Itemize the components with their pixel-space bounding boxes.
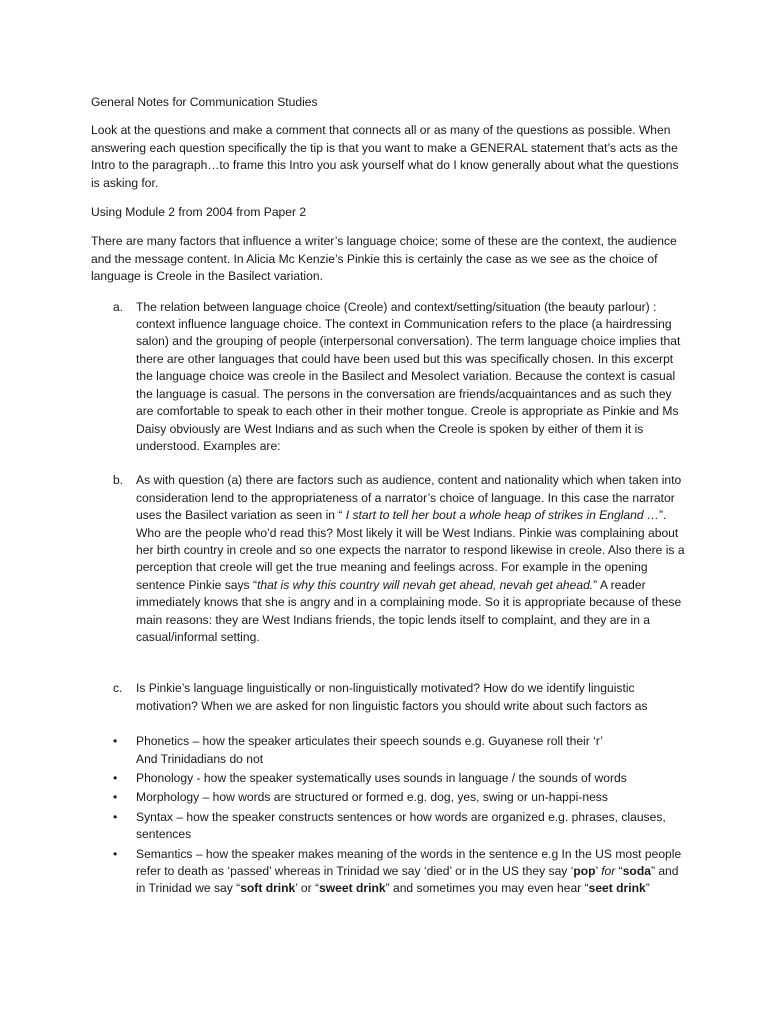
bullet-item-morphology — [91, 789, 687, 806]
text-run: “ — [615, 864, 623, 879]
bold-term: sweet drink — [319, 881, 386, 896]
text-run: ’ or “ — [295, 881, 320, 896]
list-item-text: Is Pinkie’s language linguistically or non-linguistically motivated? How do we identify linguistic motivation? When we are asked for non linguistic factors you should write about such factors as — [136, 681, 648, 713]
bullet-item-syntax — [91, 809, 687, 844]
bullet-icon: • — [113, 809, 118, 824]
bullet-text: Phonetics – how the speaker articulates their speech sounds e.g. Guyanese roll their ‘r’ — [136, 734, 603, 749]
module-subheading: Using Module 2 from 2004 from Paper 2 — [91, 205, 307, 220]
text-run: ” — [645, 881, 650, 896]
bullet-item-semantics — [91, 846, 687, 898]
bullet-item-phonology — [91, 770, 687, 787]
document-title: General Notes for Communication Studies — [91, 95, 318, 109]
list-item-a — [91, 299, 687, 456]
text-run: Semantics – how the speaker makes meaning of the words in the sentence e.g In the US most people refer to death as ‘passed’ whereas in Trinidad we say ‘died’ or in the US they say ‘ — [136, 846, 682, 879]
bullet-text-continued: And Trinidadians do not — [136, 751, 264, 766]
text-run: ” and in Trinidad we say “ — [136, 864, 679, 896]
creole-quote: that is why this country will nevah get ahead, nevah get ahead. — [257, 577, 594, 592]
bullet-text: Phonology - how the speaker systematically uses sounds in language / the sounds of words — [136, 771, 627, 785]
bold-term: soft drink — [240, 881, 296, 896]
text-run: ”. Who are the people who’d read this? Most likely it will be West Indians. Pinkie was complaining about her birth country in creole and so one expects the narrator to respond likewise in creole. Also there is a perception that creole will get the true meaning and feelings across. For example in the opening sentence Pinkie says “ — [136, 508, 685, 592]
bold-term: pop — [573, 864, 596, 879]
bullet-item-phonetics — [91, 733, 687, 768]
list-item-text: The relation between language choice (Creole) and context/setting/situation (the beauty parlour) : context influence language choice. The context in Communication refers to the place (a hairdressing salon) and the grouping of people (interpersonal conversation). The term language choice implies that there are other languages that could have been used but this was specifically chosen. In this excerpt the language choice was creole in the Basilect and Mesolect variation. Because the context is casual the language is casual. The persons in the conversation are friends/acquaintances and as such they are comfortable to speak to each other in their mother tongue. Creole is appropriate as Pinkie and Ms Daisy obviously are West Indians and as such when the Creole is spoken by either of them it is understood. Examples are: — [136, 299, 681, 453]
text-run: ” and sometimes you may even hear “ — [385, 881, 589, 896]
text-run: ” A reader immediately knows that she is angry and in a complaining mode. So it is appropriate because of these main reasons: they are West Indians friends, the topic lends itself to complaint, and they are in a casual/informal setting. — [136, 577, 682, 644]
list-item-text — [136, 473, 685, 644]
text-run: ’ — [595, 864, 602, 879]
list-item-c — [91, 680, 687, 715]
bullet-icon: • — [113, 771, 118, 785]
list-marker: b. — [113, 473, 124, 488]
list-marker: a. — [113, 299, 124, 314]
bullet-text: Syntax – how the speaker constructs sentences or how words are organized e.g. phrases, clauses, sentences — [136, 809, 666, 842]
bullet-icon: • — [113, 790, 118, 805]
creole-quote: I start to tell her bout a whole heap of strikes in England … — [345, 508, 660, 523]
intro-paragraph: Look at the questions and make a comment that connects all or as many of the questions as possible. When answering each question specifically the tip is that you want to make a GENERAL statement that’s acts as the Intro to the paragraph…to frame this Intro you ask yourself what do I know generally about what the questions is asking for. — [91, 123, 679, 190]
context-paragraph: There are many factors that influence a writer’s language choice; some of these are the context, the audience and the message content. In Alicia Mc Kenzie’s Pinkie this is certainly the case as we see as the choice of language is Creole in the Basilect variation. — [91, 234, 677, 284]
bullet-icon: • — [113, 734, 118, 749]
list-item-b — [91, 472, 687, 646]
list-marker: c. — [113, 681, 123, 696]
italic-term: for — [601, 864, 616, 879]
bullet-text: Morphology – how words are structured or formed e.g. dog, yes, swing or un-happi-ness — [136, 790, 608, 805]
bullet-icon: • — [113, 846, 118, 861]
bullet-text — [136, 847, 681, 896]
bold-term: seet drink — [588, 881, 646, 896]
document-body — [91, 94, 687, 900]
linguistic-factors-list — [91, 733, 687, 898]
text-run: As with question (a) there are factors such as audience, content and nationality which when taken into consideration lend to the appropriateness of a narrator’s choice of language. In this case the narrator uses the Basilect variation as seen in “ — [136, 473, 682, 523]
bold-term: soda — [622, 864, 651, 879]
